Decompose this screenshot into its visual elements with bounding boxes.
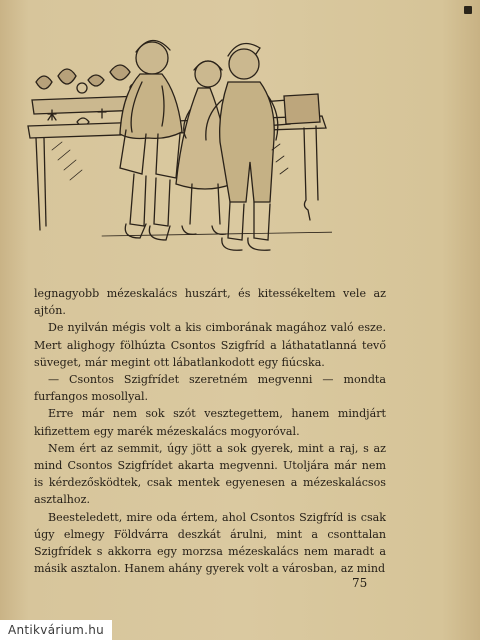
paragraph: De nyilván mégis volt a kis cimborának magához való esze. Mert alighogy fölhúzta Csontos Szigfríd a láthatatlanná tevő süveget, már megint ott lábatlankodott egy fiúcska. xyxy=(34,321,386,369)
paragraph: legnagyobb mézeskalács huszárt, és kitessékeltem vele az ajtón. xyxy=(34,287,386,318)
corner-mark xyxy=(464,6,472,14)
illustration xyxy=(22,30,332,270)
page-number: 75 xyxy=(352,576,368,590)
watermark: Antikvárium.hu xyxy=(0,620,112,640)
paragraph: Beesteledett, mire oda értem, ahol Csontos Szigfríd is csak úgy elmegy Földvárra deszkát árulni, mint a csonttalan Szigfrídek s akkorra egy morzsa mézeskalács nem maradt a másik asztalon. Hanem ahány gyerek volt a városban, az mind xyxy=(34,510,386,576)
body-text xyxy=(34,285,386,577)
paragraph: — Csontos Szigfrídet szeretném megvenni — mondta furfangos mosollyal. xyxy=(34,373,386,404)
paragraph: Nem ért az semmit, úgy jött a sok gyerek, mint a raj, s az mind Csontos Szigfrídet akarta megvenni. Utoljára már nem is kérdezősködtek, csak mentek egyenesen a mézeskalácsos asztalhoz. xyxy=(34,441,386,507)
paragraph: Erre már nem sok szót vesztegettem, hanem mindjárt kifizettem egy marék mézeskalács mogyoróval. xyxy=(34,407,386,438)
